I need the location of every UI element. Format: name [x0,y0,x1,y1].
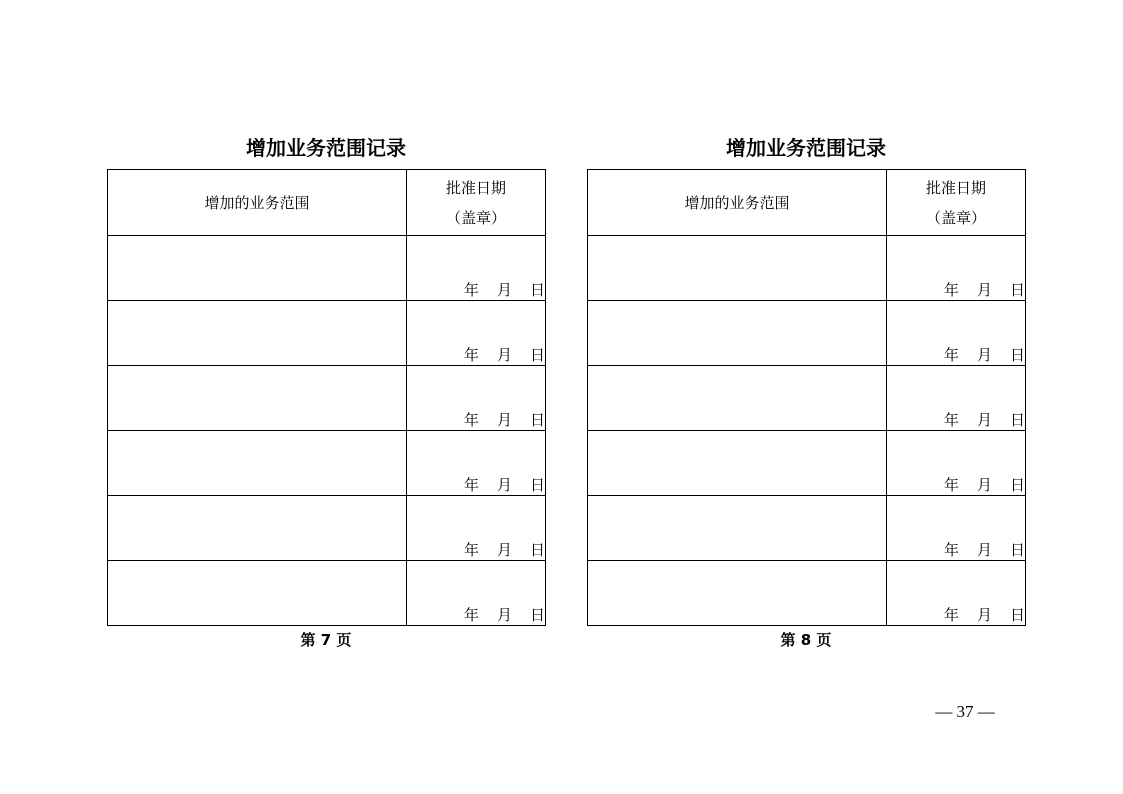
date-cell[interactable] [407,366,546,431]
month-label: 月 [496,411,512,429]
day-label: 日 [529,606,545,624]
day-label: 日 [529,476,545,494]
day-label: 日 [1009,281,1025,299]
date-cell[interactable] [407,236,546,301]
date-cell[interactable] [407,496,546,561]
month-label: 月 [496,476,512,494]
date-header-label: 批准日期 [445,178,506,197]
date-cell[interactable] [887,236,1026,301]
month-label: 月 [976,606,992,624]
year-label: 年 [463,411,479,429]
scope-cell[interactable] [588,561,887,626]
record-panel-right [587,0,1025,794]
table-row [108,431,546,496]
seal-label: （盖章） [445,208,506,227]
day-label: 日 [1009,476,1025,494]
month-label: 月 [976,476,992,494]
day-label: 日 [529,281,545,299]
scope-column-header: 增加的业务范围 [588,170,887,236]
table-row [108,366,546,431]
year-label: 年 [943,281,959,299]
table-row [588,431,1026,496]
scope-cell[interactable] [108,301,407,366]
month-label: 月 [496,606,512,624]
year-label: 年 [943,541,959,559]
day-label: 日 [1009,411,1025,429]
scope-column-header: 增加的业务范围 [108,170,407,236]
date-column-header [887,170,1026,236]
year-label: 年 [463,606,479,624]
month-label: 月 [496,541,512,559]
day-label: 日 [529,541,545,559]
table-row [108,561,546,626]
record-table [107,169,546,626]
table-row [108,236,546,301]
scope-cell[interactable] [588,301,887,366]
record-panel-left [107,0,545,794]
day-label: 日 [529,346,545,364]
year-label: 年 [943,346,959,364]
page-label: 第 8 页 [780,631,832,649]
scope-cell[interactable] [108,561,407,626]
date-cell[interactable] [887,431,1026,496]
table-row [108,496,546,561]
table-row [588,561,1026,626]
panel-title: 增加业务范围记录 [726,136,886,160]
scope-cell[interactable] [108,366,407,431]
day-label: 日 [1009,606,1025,624]
scope-cell[interactable] [588,431,887,496]
year-label: 年 [943,606,959,624]
month-label: 月 [976,346,992,364]
table-row [588,366,1026,431]
page-number: — 37 — [935,702,995,721]
date-cell[interactable] [887,366,1026,431]
year-label: 年 [943,476,959,494]
date-cell[interactable] [407,561,546,626]
seal-label: （盖章） [925,208,986,227]
scope-cell[interactable] [588,366,887,431]
month-label: 月 [496,281,512,299]
date-cell[interactable] [887,561,1026,626]
record-table [587,169,1026,626]
table-row [108,301,546,366]
day-label: 日 [1009,346,1025,364]
table-row [588,496,1026,561]
day-label: 日 [529,411,545,429]
date-cell[interactable] [887,496,1026,561]
date-cell[interactable] [887,301,1026,366]
date-cell[interactable] [407,431,546,496]
scope-cell[interactable] [108,236,407,301]
year-label: 年 [463,541,479,559]
year-label: 年 [463,476,479,494]
month-label: 月 [976,541,992,559]
page-label: 第 7 页 [300,631,352,649]
table-row [588,236,1026,301]
date-cell[interactable] [407,301,546,366]
year-label: 年 [463,346,479,364]
table-row [588,301,1026,366]
date-column-header [407,170,546,236]
month-label: 月 [976,411,992,429]
month-label: 月 [496,346,512,364]
table-header-row [588,170,1026,236]
day-label: 日 [1009,541,1025,559]
table-header-row [108,170,546,236]
scope-cell[interactable] [588,236,887,301]
date-header-label: 批准日期 [925,178,986,197]
panel-title: 增加业务范围记录 [246,136,406,160]
month-label: 月 [976,281,992,299]
scope-cell[interactable] [588,496,887,561]
year-label: 年 [943,411,959,429]
scope-cell[interactable] [108,496,407,561]
scope-cell[interactable] [108,431,407,496]
year-label: 年 [463,281,479,299]
